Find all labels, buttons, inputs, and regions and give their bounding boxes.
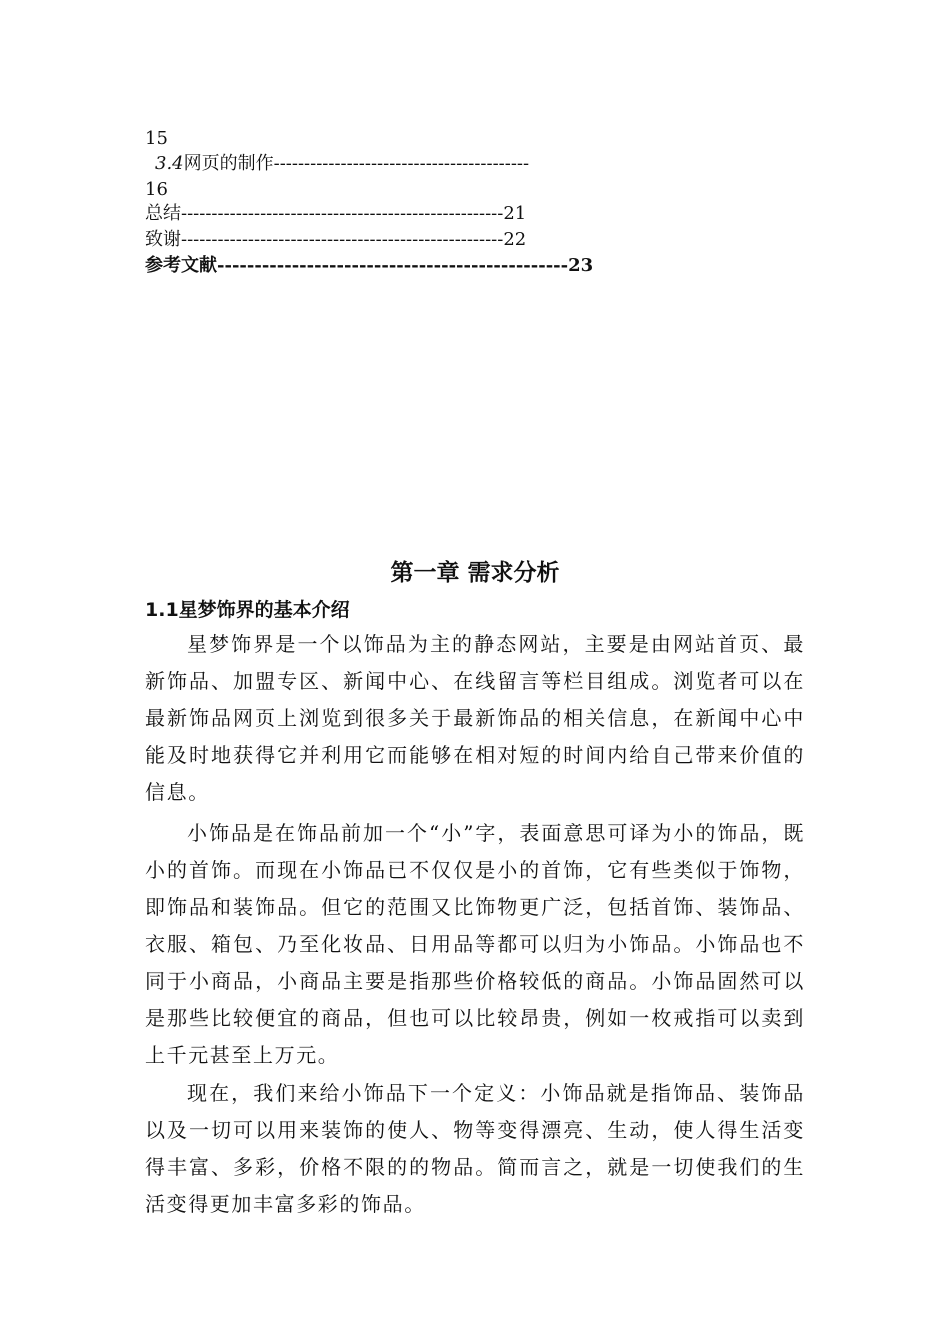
toc-entry-3-4[interactable] bbox=[145, 151, 815, 177]
body-paragraph: 星梦饰界是一个以饰品为主的静态网站，主要是由网站首页、最新饰品、加盟专区、新闻中心、在线留言等栏目组成。浏览者可以在最新饰品网页上浏览到很多关于最新饰品的相关信息，在新闻中心中能及时地获得它并利用它而能够在相对短的时间内给自己带来价值的信息。 bbox=[145, 632, 805, 804]
toc-entry-number: 3.4 bbox=[155, 153, 184, 174]
chapter-title: 第一章 需求分析 bbox=[390, 560, 560, 586]
toc-page-number: 16 bbox=[145, 179, 168, 200]
toc-entry-summary[interactable]: 总结-----------------------------------------------------21 bbox=[145, 203, 527, 224]
toc-entry-label: 网页的制作------------------------------------------ bbox=[183, 153, 530, 174]
body-paragraph: 现在，我们来给小饰品下一个定义：小饰品就是指饰品、装饰品以及一切可以用来装饰的使人、物等变得漂亮、生动，使人得生活变得丰富、多彩，价格不限的的物品。简而言之，就是一切使我们的生活变得更加丰富多彩的饰品。 bbox=[145, 1081, 805, 1216]
section-title: 1.1星梦饰界的基本介绍 bbox=[145, 599, 350, 621]
toc-page-number: 15 bbox=[145, 128, 168, 149]
toc-entry-thanks[interactable]: 致谢-----------------------------------------------------22 bbox=[145, 229, 527, 250]
body-paragraph: 小饰品是在饰品前加一个“小”字，表面意思可译为小的饰品，既小的首饰。而现在小饰品已不仅仅是小的首饰，它有些类似于饰物，即饰品和装饰品。但它的范围又比饰物更广泛，包括首饰、装饰品、衣服、箱包、乃至化妆品、日用品等都可以归为小饰品。小饰品也不同于小商品，小商品主要是指那些价格较低的商品。小饰品固然可以是那些比较便宜的商品，但也可以比较昂贵，例如一枚戒指可以卖到上千元甚至上万元。 bbox=[145, 821, 805, 1067]
toc-entry-references[interactable]: 参考文献-----------------------------------------------23 bbox=[145, 255, 594, 276]
